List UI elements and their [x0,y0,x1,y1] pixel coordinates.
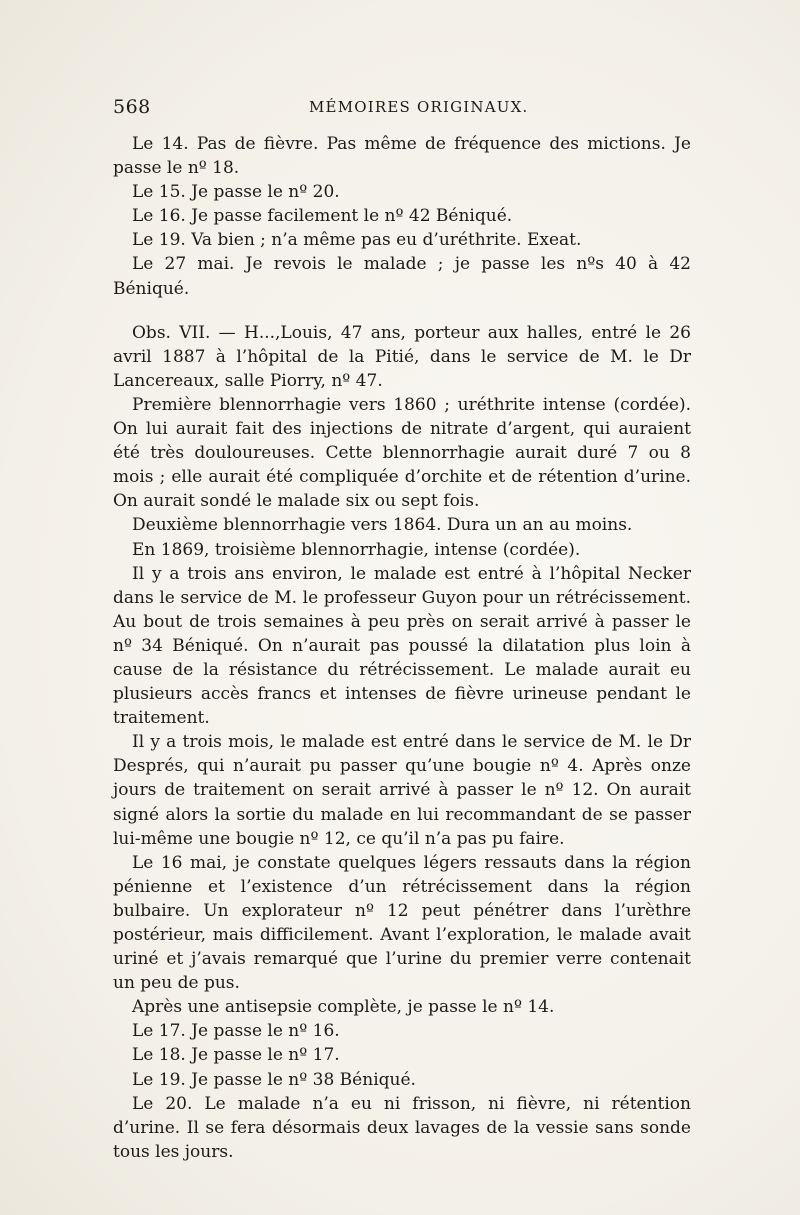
observation-heading: Obs. VII. — H...,Louis, 47 ans, porteur aux halles, entré le 26 avril 1887 à l’hôpital de la Pitié, dans le service de M. le Dr Lancereaux, salle Piorry, nº 47. [113,322,691,391]
paragraph-may-16: Le 16 mai, je constate quelques légers ressauts dans la région pénienne et l’existence d’un rétrécissement dans la région bulbaire. Un explorateur nº 12 peut pénétrer dans l’urèthre postérieur, mais difficilement. Avant l’exploration, le malade avait uriné et j’avais remarqué que l’urine du premier verre contenait un peu de pus. [113,852,691,994]
paragraph-day-19b: Le 19. Je passe le nº 38 Béniqué. [132,1069,416,1090]
paragraph-day-18: Le 18. Je passe le nº 17. [132,1045,340,1066]
paragraph-second-blennorrhagia: Deuxième blennorrhagie vers 1864. Dura un an au moins. [132,515,633,536]
paragraph-antisepsis: Après une antisepsie complète, je passe le nº 14. [132,997,555,1018]
paragraph-day-16: Le 16. Je passe facilement le nº 42 Béniqué. [132,206,513,227]
paragraph-first-blennorrhagia: Première blennorrhagie vers 1860 ; uréthrite intense (cordée). On lui aurait fait des injections de nitrate d’argent, qui auraient été très douloureuses. Cette blennorrhagie aurait duré 7 ou 8 mois ; elle aurait été compliquée d’orchite et de rétention d’urine. On aurait sondé le malade six ou sept fois. [113,394,691,512]
paragraph-day-19: Le 19. Va bien ; n’a même pas eu d’uréthrite. Exeat. [132,230,582,251]
paragraph-day-14: Le 14. Pas de fièvre. Pas même de fréquence des mictions. Je passe le nº 18. [113,134,691,179]
paragraph-day-15: Le 15. Je passe le nº 20. [132,182,340,203]
paragraph-may-27: Le 27 mai. Je revois le malade ; je passe les nºs 40 à 42 Béniqué. [113,254,691,299]
paragraph-despres-service: Il y a trois mois, le malade est entré dans le service de M. le Dr Després, qui n’aurait pu passer qu’une bougie nº 4. Après onze jours de traitement on serait arrivé à passer le nº 12. On aurait signé alors la sortie du malade en lui recommandant de se passer lui-même une bougie nº 12, ce qu’il n’a pas pu faire. [113,732,691,849]
page-header [113,96,683,124]
paragraph-necker-hospital: Il y a trois ans environ, le malade est entré à l’hôpital Necker dans le service de M. le professeur Guyon pour un rétrécissement. Au bout de trois semaines à peu près on serait arrivé à passer le nº 34 Béniqué. On n’aurait pas poussé la dilatation plus loin à cause de la résistance du rétrécissement. Le malade aurait eu plusieurs accès francs et intenses de fièvre urineuse pendant le traitement. [113,563,691,729]
body-text [113,132,691,1164]
paragraph-day-17: Le 17. Je passe le nº 16. [132,1021,340,1042]
paragraph-day-20: Le 20. Le malade n’a eu ni frisson, ni fièvre, ni rétention d’urine. Il se fera désormais deux lavages de la vessie sans sonde tous les jours. [113,1093,691,1162]
paragraph-third-blennorrhagia: En 1869, troisième blennorrhagie, intense (cordée). [132,539,581,560]
running-head: MÉMOIRES ORIGINAUX. [309,98,529,116]
page-number: 568 [113,96,151,118]
